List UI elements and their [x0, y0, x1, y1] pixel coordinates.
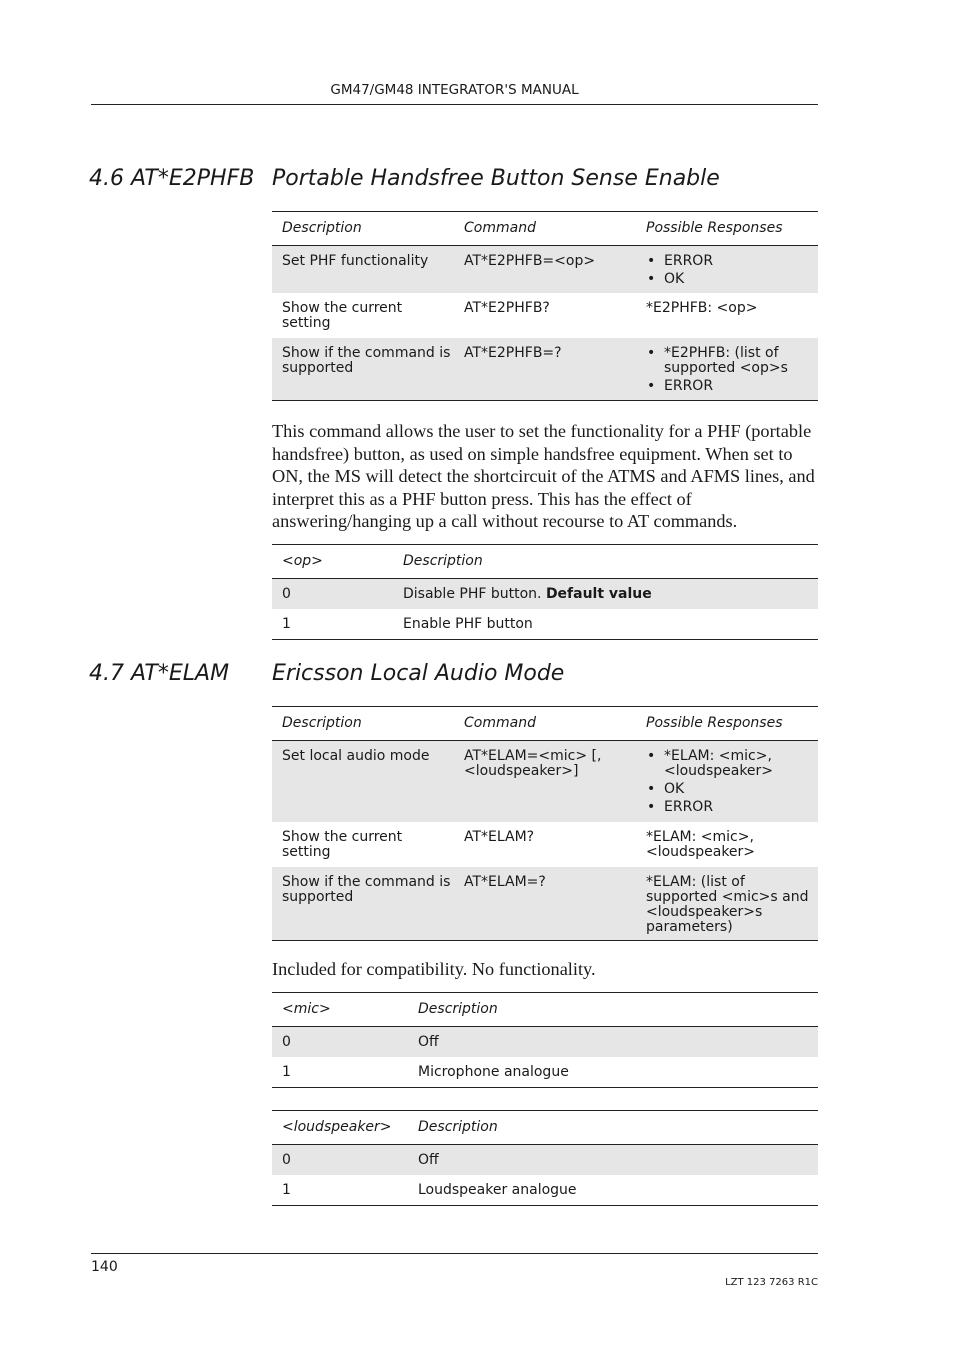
- param-description: Off: [418, 1034, 439, 1050]
- running-header: GM47/GM48 INTEGRATOR'S MANUAL: [330, 82, 579, 98]
- row-responses: [636, 749, 818, 815]
- response-item: • ERROR: [646, 379, 818, 394]
- row-command: AT*ELAM=?: [464, 874, 546, 890]
- param-value: 0: [282, 1034, 291, 1050]
- document-id: LZT 123 7263 R1C: [725, 1277, 818, 1288]
- body-paragraph: This command allows the user to set the functionality for a PHF (portable handsfree) button, as used on simple handsfree equipment. When set to ON, the MS will detect the shortcircuit of the ATMS and AFMS lines, and interpret this as a PHF button press. This has the effect of answering/hanging up a call without recourse to AT commands.: [272, 421, 815, 531]
- page-number: 140: [91, 1259, 118, 1275]
- section-heading-4-6: [89, 166, 720, 191]
- header-responses: Possible Responses: [646, 715, 783, 731]
- table-row: [272, 1057, 818, 1087]
- header-description: Description: [282, 715, 362, 731]
- row-description: Show if the command is supported: [282, 874, 451, 905]
- header-rule: [91, 104, 818, 105]
- param-description: Loudspeaker analogue: [418, 1182, 577, 1198]
- section-title: Ericsson Local Audio Mode: [272, 661, 565, 686]
- row-description: Show the current setting: [282, 300, 403, 331]
- response-item: • OK: [646, 782, 818, 797]
- table-row: [272, 822, 818, 867]
- param-value: 0: [282, 586, 291, 602]
- table-row: [272, 1145, 818, 1175]
- header-description: Description: [282, 220, 362, 236]
- parameter-table-mic: [272, 992, 818, 1088]
- table-header-row: [272, 707, 818, 741]
- header-parameter: <op>: [282, 553, 323, 569]
- table-row: [272, 1175, 818, 1205]
- response-item: • *E2PHFB: (list of supported <op>s: [646, 346, 818, 376]
- param-value: 1: [282, 1064, 291, 1080]
- default-value-note: Default value: [545, 586, 652, 602]
- row-response: *E2PHFB: <op>: [646, 300, 758, 316]
- table-row: [272, 609, 818, 639]
- section-title: Portable Handsfree Button Sense Enable: [272, 166, 720, 191]
- section-heading-4-7: [89, 661, 564, 686]
- response-item: • ERROR: [646, 254, 818, 269]
- row-description: Set local audio mode: [282, 748, 430, 764]
- row-command: AT*ELAM=<mic> [,<loudspeaker>]: [464, 748, 602, 779]
- row-response: *ELAM: <mic>,<loudspeaker>: [646, 829, 756, 860]
- footer-rule: [91, 1253, 818, 1254]
- table-row: [272, 867, 818, 940]
- header-description: Description: [418, 1119, 498, 1135]
- header-command: Command: [464, 220, 536, 236]
- response-item: • *ELAM: <mic>, <loudspeaker>: [646, 749, 818, 779]
- param-description: Microphone analogue: [418, 1064, 569, 1080]
- parameter-table-loudspeaker: [272, 1110, 818, 1206]
- row-command: AT*E2PHFB=<op>: [464, 253, 596, 269]
- table-row: [272, 338, 818, 400]
- param-value: 1: [282, 1182, 291, 1198]
- command-table-elam: [272, 706, 818, 941]
- parameter-table-op: [272, 544, 818, 640]
- response-item: • ERROR: [646, 800, 818, 815]
- header-parameter: <mic>: [282, 1001, 331, 1017]
- table-row: [272, 293, 818, 338]
- table-row: [272, 1027, 818, 1057]
- param-description: Enable PHF button: [403, 616, 533, 632]
- row-response: *ELAM: (list of supported <mic>s and <loudspeaker>s parameters): [646, 874, 809, 935]
- header-responses: Possible Responses: [646, 220, 783, 236]
- header-parameter: <loudspeaker>: [282, 1119, 392, 1135]
- param-description: Off: [418, 1152, 439, 1168]
- section-number: 4.6 AT*E2PHFB: [89, 166, 255, 191]
- header-description: Description: [418, 1001, 498, 1017]
- row-description: Show the current setting: [282, 829, 403, 860]
- table-header-row: [272, 993, 818, 1027]
- row-command: AT*ELAM?: [464, 829, 535, 845]
- table-header-row: [272, 545, 818, 579]
- header-description: Description: [403, 553, 483, 569]
- row-responses: [636, 346, 818, 393]
- row-description: Show if the command is supported: [282, 345, 451, 376]
- param-value: 0: [282, 1152, 291, 1168]
- table-row: [272, 579, 818, 609]
- section-number: 4.7 AT*ELAM: [89, 661, 230, 686]
- row-responses: [636, 254, 818, 286]
- table-row: [272, 741, 818, 822]
- row-command: AT*E2PHFB?: [464, 300, 550, 316]
- table-header-row: [272, 1111, 818, 1145]
- param-description: [393, 587, 818, 602]
- body-paragraph: Included for compatibility. No functionality.: [272, 959, 596, 979]
- header-command: Command: [464, 715, 536, 731]
- command-table-e2phfb: [272, 211, 818, 401]
- response-item: • OK: [646, 272, 818, 287]
- row-description: Set PHF functionality: [282, 253, 429, 269]
- param-description-text: Disable PHF button.: [403, 586, 542, 602]
- row-command: AT*E2PHFB=?: [464, 345, 562, 361]
- table-row: [272, 246, 818, 293]
- table-header-row: [272, 212, 818, 246]
- param-value: 1: [282, 616, 291, 632]
